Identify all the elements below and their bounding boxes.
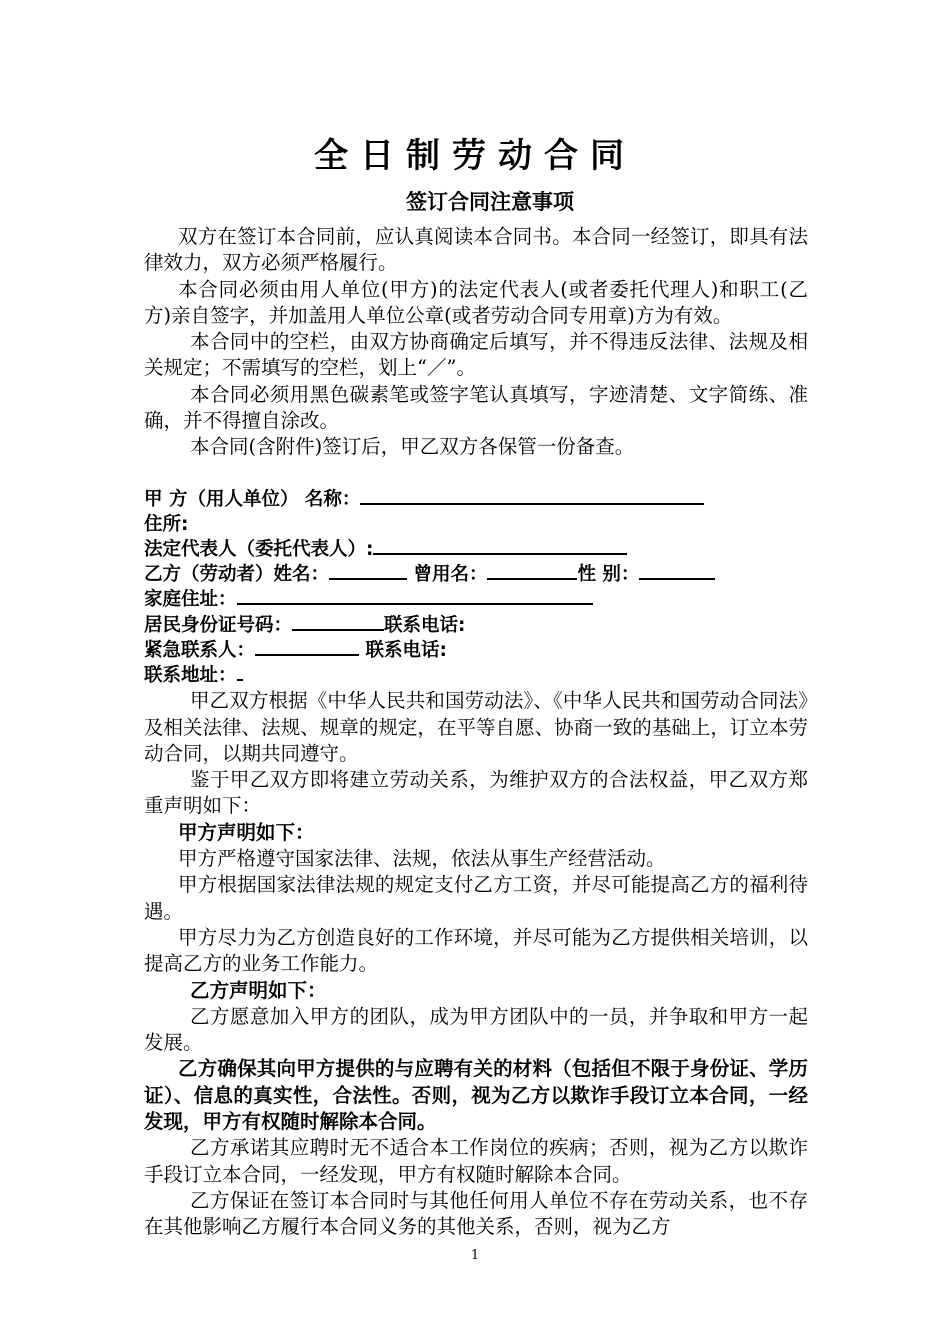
party-b-row — [144, 562, 808, 587]
gender-blank[interactable] — [639, 562, 715, 580]
former-name-blank[interactable] — [487, 562, 577, 580]
id-number-blank[interactable] — [292, 613, 384, 631]
party-a-item: 甲方尽力为乙方创造良好的工作环境，并尽可能为乙方提供相关培训，以提高乙方的业务工作能力。 — [144, 925, 808, 976]
id-row — [144, 613, 808, 638]
id-number-label: 居民身份证号码： — [144, 614, 293, 636]
document-body — [144, 224, 808, 1241]
party-b-name-blank[interactable] — [329, 562, 407, 580]
contact-address-label: 联系地址： — [144, 665, 237, 687]
page-number: 1 — [470, 1248, 480, 1263]
phone-2-label: 联系电话: — [365, 639, 447, 661]
legal-rep-row — [144, 537, 808, 562]
legal-rep-label: 法定代表人（委托代表人）: — [144, 539, 374, 561]
page-title: 全日制劳动合同 — [314, 136, 636, 176]
home-address-blank[interactable] — [237, 587, 593, 605]
note-paragraph: 本合同必须用黑色碳素笔或签字笔认真填写，字迹清楚、文字简练、准确，并不得擅自涂改。 — [144, 382, 808, 433]
home-address-row — [144, 587, 808, 612]
contact-address-blank[interactable] — [237, 663, 243, 681]
phone-1-label: 联系电话: — [384, 614, 466, 636]
gender-label: 性 别： — [577, 564, 640, 586]
contact-address-row — [144, 663, 808, 688]
emergency-contact-blank[interactable] — [255, 638, 359, 656]
note-paragraph: 本合同必须由用人单位(甲方)的法定代表人(或者委托代理人)和职工(乙方)亲自签字，并加盖用人单位公章(或者劳动合同专用章)方为有效。 — [144, 277, 808, 327]
party-a-name-blank[interactable] — [360, 487, 704, 505]
party-b-item-bold: 乙方确保其向甲方提供的与应聘有关的材料（包括但不限于身份证、学历证）、信息的真实性，合法性。否则，视为乙方以欺诈手段订立本合同，一经发现，甲方有权随时解除本合同。 — [144, 1057, 808, 1134]
emergency-contact-label: 紧急联系人： — [144, 639, 256, 661]
emergency-row — [144, 638, 808, 663]
party-b-item: 乙方愿意加入甲方的团队，成为甲方团队中的一员，并争取和甲方一起发展。 — [144, 1004, 808, 1055]
note-paragraph: 双方在签订本合同前，应认真阅读本合同书。本合同一经签订，即具有法律效力，双方必须严格履行。 — [144, 225, 808, 275]
preamble-paragraph: 甲乙双方根据《中华人民共和国劳动法》、《中华人民共和国劳动合同法》及相关法律、法规、规章的规定，在平等自愿、协商一致的基础上，订立本劳动合同，以期共同遵守。 — [144, 689, 808, 765]
party-b-name-label: 乙方（劳动者）姓名： — [144, 564, 330, 586]
note-paragraph: 本合同中的空栏，由双方协商确定后填写，并不得违反法律、法规及相关规定；不需填写的空栏，划上“／”。 — [144, 330, 808, 380]
section-subtitle: 签订合同注意事项 — [406, 190, 574, 214]
address-label: 住所: — [144, 513, 189, 535]
spacer — [144, 461, 808, 487]
home-address-label: 家庭住址： — [144, 589, 237, 611]
note-paragraph: 本合同(含附件)签订后，甲乙双方各保管一份备查。 — [190, 435, 635, 459]
party-b-item: 乙方保证在签订本合同时与其他任何用人单位不存在劳动关系，也不存在其他影响乙方履行本合同义务的其他关系，否则，视为乙方 — [144, 1188, 808, 1239]
party-a-heading: 甲方声明如下： — [178, 820, 315, 844]
party-b-item: 乙方承诺其应聘时无不适合本工作岗位的疾病；否则，视为乙方以欺诈手段订立本合同，一经发现，甲方有权随时解除本合同。 — [144, 1136, 808, 1186]
legal-rep-blank[interactable] — [373, 537, 627, 555]
party-a-item: 甲方严格遵守国家法律、法规，依法从事生产经营活动。 — [178, 847, 666, 871]
party-a-name-row — [144, 487, 808, 512]
preamble-paragraph: 鉴于甲乙双方即将建立劳动关系，为维护双方的合法权益，甲乙双方郑重声明如下： — [144, 768, 808, 818]
party-a-item: 甲方根据国家法律法规的规定支付乙方工资，并尽可能提高乙方的福利待遇。 — [144, 873, 808, 923]
party-a-name-label: 甲 方（用人单位） 名称： — [144, 488, 361, 510]
party-b-heading: 乙方声明如下： — [190, 978, 327, 1002]
former-name-label: 曾用名： — [413, 564, 488, 586]
address-row — [144, 512, 808, 537]
